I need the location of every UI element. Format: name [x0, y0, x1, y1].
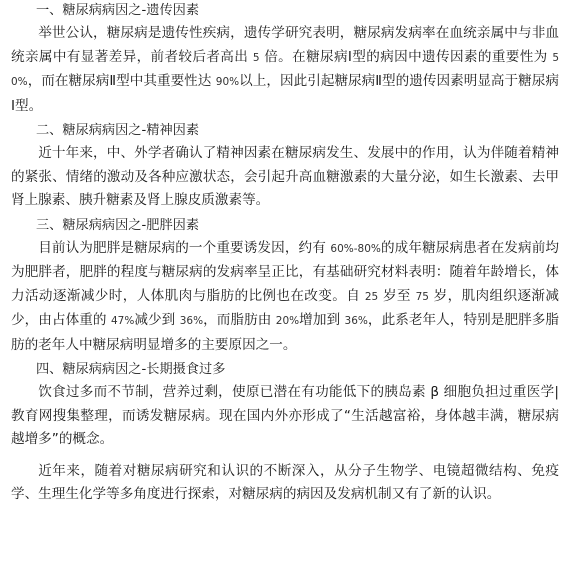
text-run: ，而脂肪由: [203, 312, 276, 328]
text-run: 岁至: [378, 287, 416, 304]
section-overeating: [11, 359, 559, 452]
section-paragraph: [11, 381, 559, 452]
section-paragraph: [11, 142, 559, 213]
text-run: ，此系老年人，特别是肥胖多脂肪的老年人中糖尿病明显增多的主要原因之一。: [11, 312, 560, 353]
figure-value: 25: [364, 290, 379, 303]
text-run: 近十年来，中、外学者确认了精神因素在糖尿病发生、发展中的作用，认为伴随着精神的紧张、情绪的激动及各种应激状态，会引起升高血糖激素的大量分泌，如生长激素、去甲肾上腺素、胰升糖素及肾上腺皮质激素等。: [11, 145, 559, 208]
figure-value: 60%-80%: [330, 242, 381, 255]
text-run: 的成年糖尿病患者在发病前均为肥胖者，肥胖的程度与糖尿病的发病率呈正比，有基础研究材料表明：随着年龄增长，体力活动逐渐减少时，人体肌肉与脂肪的比例也在改变。自: [11, 239, 559, 304]
section-heading: 一、糖尿病病因之-遗传因素: [36, 3, 200, 18]
text-run: 饮食过多而不节制，营养过剩，使原已潜在有功能低下的胰岛素 β 细胞负担过重医学|教育网搜集整理，而诱发糖尿病。现在国内外亦形成了“生活越富裕，身体越丰满，糖尿病越增多”的概念。: [11, 384, 559, 447]
section-paragraph: [11, 237, 559, 358]
text-run: 岁，肌肉组织逐渐减少，由占体重的: [11, 287, 559, 328]
section-mental: [11, 120, 559, 213]
figure-value: 90%: [215, 76, 240, 88]
closing-paragraph: [11, 460, 559, 507]
section-paragraph: [11, 22, 559, 118]
figure-value: 20%: [275, 315, 300, 327]
section-heading: 二、糖尿病病因之-精神因素: [36, 123, 200, 138]
text-run: 增加到: [299, 312, 345, 328]
section-conclusion: [11, 460, 559, 507]
figure-value: 50%: [11, 51, 559, 88]
figure-value: 36%: [344, 315, 368, 327]
section-heading: 四、糖尿病病因之-长期摄食过多: [36, 362, 226, 377]
text-run: ，而在糖尿病Ⅱ型中其重要性达: [27, 73, 216, 89]
figure-value: 75: [415, 290, 429, 303]
text-run: 近年来，随着对糖尿病研究和认识的不断深入，从分子生物学、电镜超微结构、免疫学、生理生化学等多角度进行探索，对糖尿病的病因及发病机制又有了新的认识。: [11, 462, 559, 502]
text-run: 减少到: [134, 312, 180, 328]
figure-value: 36%: [179, 315, 204, 327]
text-run: 以上，因此引起糖尿病Ⅱ型的遗传因素明显高于糖尿病Ⅰ型。: [11, 73, 559, 114]
figure-value: 5: [252, 51, 260, 64]
text-run: 目前认为肥胖是糖尿病的一个重要诱发因，约有: [38, 239, 331, 256]
text-run: 举世公认，糖尿病是遗传性疾病，遗传学研究表明，糖尿病发病率在血统亲属中与非血统亲属中有显著差异，前者较后者高出: [11, 25, 559, 65]
section-genetic: [11, 0, 559, 118]
section-obesity: [11, 215, 559, 358]
text-run: 倍。在糖尿病Ⅰ型的病因中遗传因素的重要性为: [259, 48, 553, 65]
section-heading: 三、糖尿病病因之-肥胖因素: [36, 217, 200, 233]
figure-value: 47%: [110, 315, 135, 327]
